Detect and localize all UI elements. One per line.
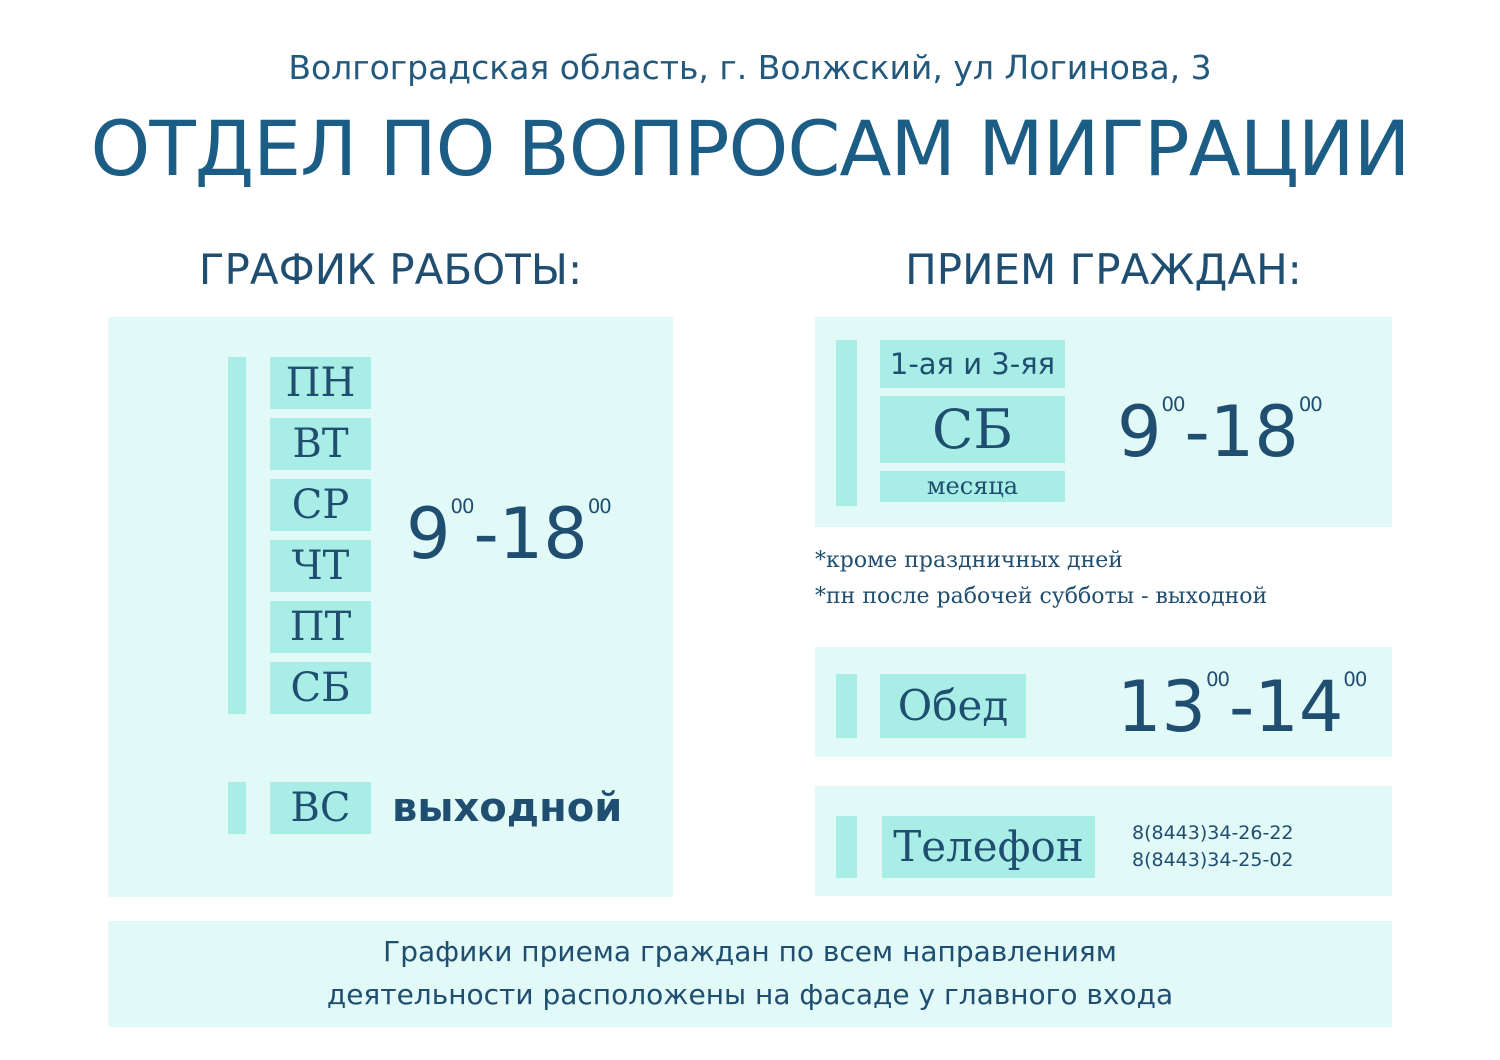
sunday-accent-bar — [228, 782, 246, 834]
phone-numbers — [1132, 820, 1294, 874]
lunch-label: Обед — [880, 674, 1026, 738]
day-wednesday: СР — [270, 479, 371, 531]
day-friday: ПТ — [270, 601, 371, 653]
phone-number-1[interactable]: 8(8443)34-26-22 — [1132, 822, 1294, 844]
schedule-accent-bar — [228, 357, 246, 714]
reception-accent-bar — [836, 340, 857, 506]
reception-title: ПРИЕМ ГРАЖДАН: — [905, 245, 1302, 294]
reception-hours: $9^{00}-18^{00}$ — [1117, 391, 1322, 473]
reception-weeks: 1-ая и 3-яя — [880, 340, 1065, 388]
footer-note — [108, 930, 1392, 1016]
sunday-status: выходной — [392, 785, 623, 831]
schedule-hours: $9^{00}-18^{00}$ — [406, 493, 611, 575]
address: Волгоградская область, г. Волжский, ул Логинова, 3 — [288, 48, 1212, 87]
phone-accent-bar — [836, 816, 857, 878]
reception-panel — [815, 317, 1392, 527]
reception-month: месяца — [880, 471, 1065, 502]
footer-line-1: Графики приема граждан по всем направлениям — [383, 935, 1117, 968]
note-holidays: *кроме праздничных дней — [815, 548, 1123, 573]
day-tuesday: ВТ — [270, 418, 371, 470]
day-monday: ПН — [270, 357, 371, 409]
phone-number-2[interactable]: 8(8443)34-25-02 — [1132, 849, 1294, 871]
footer-line-2: деятельности расположены на фасаде у главного входа — [326, 978, 1174, 1011]
day-saturday: СБ — [270, 662, 371, 714]
lunch-panel — [815, 647, 1392, 757]
schedule-panel — [108, 317, 673, 897]
day-thursday: ЧТ — [270, 540, 371, 592]
phone-label: Телефон — [882, 816, 1095, 878]
phone-panel — [815, 786, 1392, 896]
lunch-accent-bar — [836, 674, 857, 738]
schedule-title: ГРАФИК РАБОТЫ: — [198, 245, 583, 294]
note-monday-off: *пн после рабочей субботы - выходной — [815, 584, 1268, 609]
reception-day: СБ — [880, 396, 1065, 463]
day-sunday: ВС — [270, 782, 371, 834]
lunch-hours: $13^{00}-14^{00}$ — [1117, 666, 1367, 748]
page-title: ОТДЕЛ ПО ВОПРОСАМ МИГРАЦИИ — [90, 104, 1410, 193]
